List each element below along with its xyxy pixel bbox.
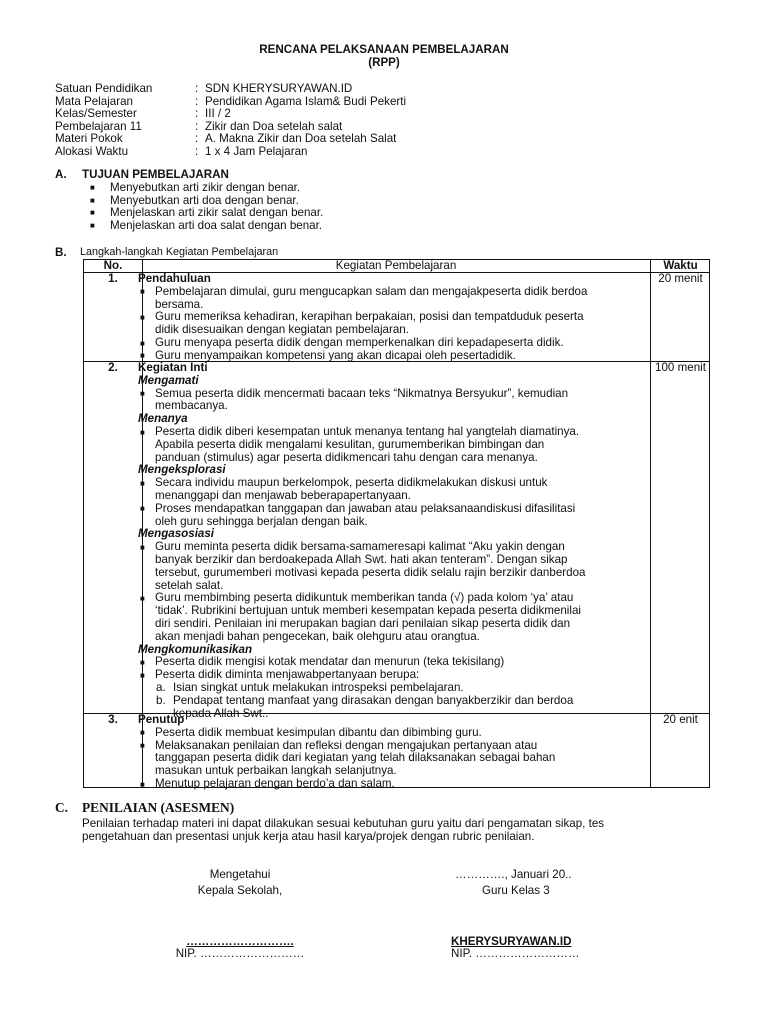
- row-time: 20 enit: [663, 713, 698, 726]
- identity-separator: :: [195, 119, 199, 133]
- row-phase-title: Penutup: [138, 713, 185, 726]
- activity-line: masukan untuk perbaikan langkah selanjutnya.: [155, 764, 397, 778]
- bullet-icon: ■: [90, 208, 95, 218]
- identity-label: Mata Pelajaran: [55, 94, 133, 108]
- activity-line: Guru menyampaikan kompetensi yang akan dicapai oleh pesertadidik.: [155, 348, 516, 362]
- sub-item-marker: a.: [156, 681, 166, 694]
- section-b-heading: Langkah-langkah Kegiatan Pembelajaran: [80, 246, 279, 258]
- teacher-nip: NIP. ………………………: [451, 947, 580, 960]
- activity-line: Guru meminta peserta didik bersama-samameresapi kalimat “Aku yakin dengan: [155, 540, 565, 554]
- activity-line: diri sendiri. Penilaian ini merupakan bagian dari penilaian sikap peserta didik dan: [155, 617, 571, 630]
- identity-label: Pembelajaran 11: [55, 119, 142, 133]
- identity-separator: :: [195, 107, 199, 121]
- activity-line: Menutup pelajaran dengan berdo’a dan salam.: [155, 777, 395, 790]
- activity-line: Pendapat tentang manfaat yang dirasakan dengan banyakberzikir dan berdoa: [173, 693, 574, 707]
- bullet-icon: ■: [90, 195, 95, 205]
- activity-line: akan menjadi bahan pengecekan, baik olehguru atau orangtua.: [155, 629, 480, 643]
- activity-subheading: Menanya: [138, 412, 188, 426]
- identity-value: Zikir dan Doa setelah salat: [205, 119, 343, 133]
- bullet-icon: ■: [140, 478, 145, 488]
- identity-separator: :: [195, 145, 199, 158]
- bullet-icon: ■: [140, 657, 145, 667]
- row-number: 3.: [108, 713, 118, 726]
- identity-label: Satuan Pendidikan: [55, 82, 153, 95]
- objective-item: Menjelaskan arti doa salat dengan benar.: [110, 219, 323, 233]
- bullet-icon: ■: [140, 593, 145, 603]
- activity-line: Pembelajaran dimulai, guru mengucapkan salam dan mengajakpeserta didik berdoa: [155, 284, 588, 298]
- activity-line: Peserta didik diberi kesempatan untuk menanya tentang hal yangtelah diamatinya.: [155, 425, 580, 438]
- bullet-icon: ■: [140, 338, 145, 348]
- bullet-icon: ■: [140, 741, 145, 751]
- assessment-text-line-1: Penilaian terhadap materi ini dapat dilakukan sesuai kebutuhan guru yaitu dari pengamatan sikap, tes: [82, 817, 605, 830]
- header-time: Waktu: [663, 259, 698, 272]
- bullet-icon: ■: [140, 670, 145, 680]
- identity-label: Materi Pokok: [55, 132, 123, 146]
- activity-line: kepada Allah Swt..: [173, 706, 269, 720]
- date-line: …………., Januari 20..: [455, 868, 572, 881]
- activity-line: setelah salat.: [155, 578, 224, 592]
- identity-value: SDN KHERYSURYAWAN.ID: [205, 82, 353, 95]
- section-c-heading: PENILAIAN (ASESMEN): [82, 800, 235, 815]
- identity-label: Kelas/Semester: [55, 107, 137, 121]
- section-c-marker: C.: [55, 800, 69, 815]
- activity-line: tanggapan peserta didik dari kegiatan yang telah dilaksanakan sebagai bahan: [155, 751, 556, 765]
- section-a-marker: A.: [55, 168, 67, 181]
- assessment-text-line-2: pengetahuan dan presentasi unjuk kerja atau hasil karya/projek dengan rubric penilaian.: [82, 830, 535, 843]
- activity-subheading: Mengkomunikasikan: [138, 642, 253, 656]
- activity-line: Proses mendapatkan tanggapan dan jawaban atau pelaksanaandiskusi difasilitasi: [155, 501, 576, 515]
- bullet-icon: ■: [140, 427, 145, 437]
- bullet-icon: ■: [140, 389, 145, 399]
- identity-value: A. Makna Zikir dan Doa setelah Salat: [205, 132, 397, 146]
- activity-subheading: Mengamati: [138, 373, 199, 387]
- bullet-icon: ■: [140, 504, 145, 514]
- identity-separator: :: [195, 82, 199, 95]
- activity-subheading: Mengeksplorasi: [138, 463, 226, 477]
- activity-line: panduan (stimulus) agar peserta didikmencari tahu dengan cara menanya.: [155, 450, 538, 464]
- bullet-icon: ■: [90, 183, 95, 192]
- bullet-icon: ■: [140, 542, 145, 552]
- teacher-name: KHERYSURYAWAN.ID: [451, 935, 572, 948]
- activity-line: Guru menyapa peserta didik dengan memperkenalkan diri kepadapeserta didik.: [155, 336, 564, 349]
- objective-item: Menyebutkan arti doa dengan benar.: [110, 193, 299, 207]
- identity-label: Alokasi Waktu: [55, 145, 129, 158]
- document-subtitle: (RPP): [368, 56, 400, 69]
- header-activity: Kegiatan Pembelajaran: [335, 259, 457, 272]
- activity-line: Melaksanakan penilaian dan refleksi dengan mengajukan pertanyaan atau: [155, 738, 538, 752]
- activities-table: [83, 259, 710, 788]
- header-no: No.: [103, 259, 123, 272]
- activity-line: Guru membimbing peserta didikuntuk memberikan tanda (√) pada kolom ‘ya’ atau: [155, 591, 574, 605]
- activity-subheading: Mengasosiasi: [138, 527, 215, 541]
- bullet-icon: ■: [140, 779, 145, 789]
- teacher-label: Guru Kelas 3: [482, 884, 550, 897]
- activity-line: tersebut, gurumemberi motivasi kepada peserta didik selalu rajin berzikir danberdoa: [155, 565, 586, 579]
- row-time: 100 menit: [655, 361, 706, 374]
- principal-label: Kepala Sekolah,: [197, 884, 283, 897]
- activity-line: Secara individu maupun berkelompok, peserta didikmelakukan diskusi untuk: [155, 476, 548, 490]
- acknowledged-label: Mengetahui: [209, 868, 271, 881]
- row-phase-title: Pendahuluan: [138, 272, 211, 285]
- activity-line: Isian singkat untuk melakukan introspeksi pembelajaran.: [173, 681, 464, 694]
- sub-item-marker: b.: [156, 693, 166, 707]
- bullet-icon: ■: [140, 287, 145, 297]
- row-phase-title: Kegiatan Inti: [138, 361, 208, 374]
- activity-line: bersama.: [155, 297, 204, 311]
- section-a-heading: TUJUAN PEMBELAJARAN: [82, 168, 229, 181]
- row-time: 20 menit: [658, 272, 703, 285]
- objective-item: Menjelaskan arti zikir salat dengan benar.: [110, 206, 324, 220]
- principal-name: ……………………….: [186, 935, 294, 948]
- objective-item: Menyebutkan arti zikir dengan benar.: [110, 181, 301, 194]
- activity-line: oleh guru sehingga berjalan dengan baik.: [155, 514, 368, 528]
- identity-value: 1 x 4 Jam Pelajaran: [205, 145, 308, 158]
- bullet-icon: ■: [140, 351, 145, 361]
- bullet-icon: ■: [140, 728, 145, 738]
- activity-line: membacanya.: [155, 399, 228, 413]
- row-number: 2.: [108, 361, 118, 374]
- activity-line: Guru memeriksa kehadiran, kerapihan berpakaian, posisi dan tempatduduk peserta: [155, 310, 584, 324]
- bullet-icon: ■: [90, 221, 95, 231]
- activity-line: Semua peserta didik mencermati bacaan teks “Nikmatnya Bersyukur”, kemudian: [155, 386, 569, 400]
- activity-line: didik disesuaikan dengan kegiatan pembelajaran.: [155, 323, 409, 337]
- column-divider: [650, 260, 651, 787]
- activity-line: menanggapi dan menjawab beberapapertanyaan.: [155, 489, 411, 502]
- principal-nip: NIP. ………………………: [175, 947, 305, 960]
- row-number: 1.: [108, 272, 118, 285]
- activity-line: ‘tidak’. Rubrikini bertujuan untuk memberi kesempatan kepada peserta didikmenilai: [155, 604, 581, 618]
- activity-line: Apabila peserta didik mengalami kesulitan, gurumemberikan bimbingan dan: [155, 437, 545, 451]
- activity-line: Peserta didik mengisi kotak mendatar dan menurun (teka tekisilang): [155, 655, 505, 669]
- document-title: RENCANA PELAKSANAAN PEMBELAJARAN: [259, 43, 509, 56]
- activity-line: Peserta didik membuat kesimpulan dibantu dan dibimbing guru.: [155, 725, 482, 739]
- activity-line: Peserta didik diminta menjawabpertanyaan berupa:: [155, 668, 420, 682]
- bullet-icon: ■: [140, 312, 145, 322]
- identity-value: Pendidikan Agama Islam& Budi Pekerti: [205, 94, 407, 108]
- identity-separator: :: [195, 94, 199, 108]
- identity-separator: :: [195, 132, 199, 146]
- activity-line: banyak berzikir dan berdoakepada Allah Swt. hati akan tenteram”. Dengan sikap: [155, 553, 568, 566]
- section-b-marker: B.: [55, 246, 67, 259]
- identity-value: III / 2: [205, 107, 231, 121]
